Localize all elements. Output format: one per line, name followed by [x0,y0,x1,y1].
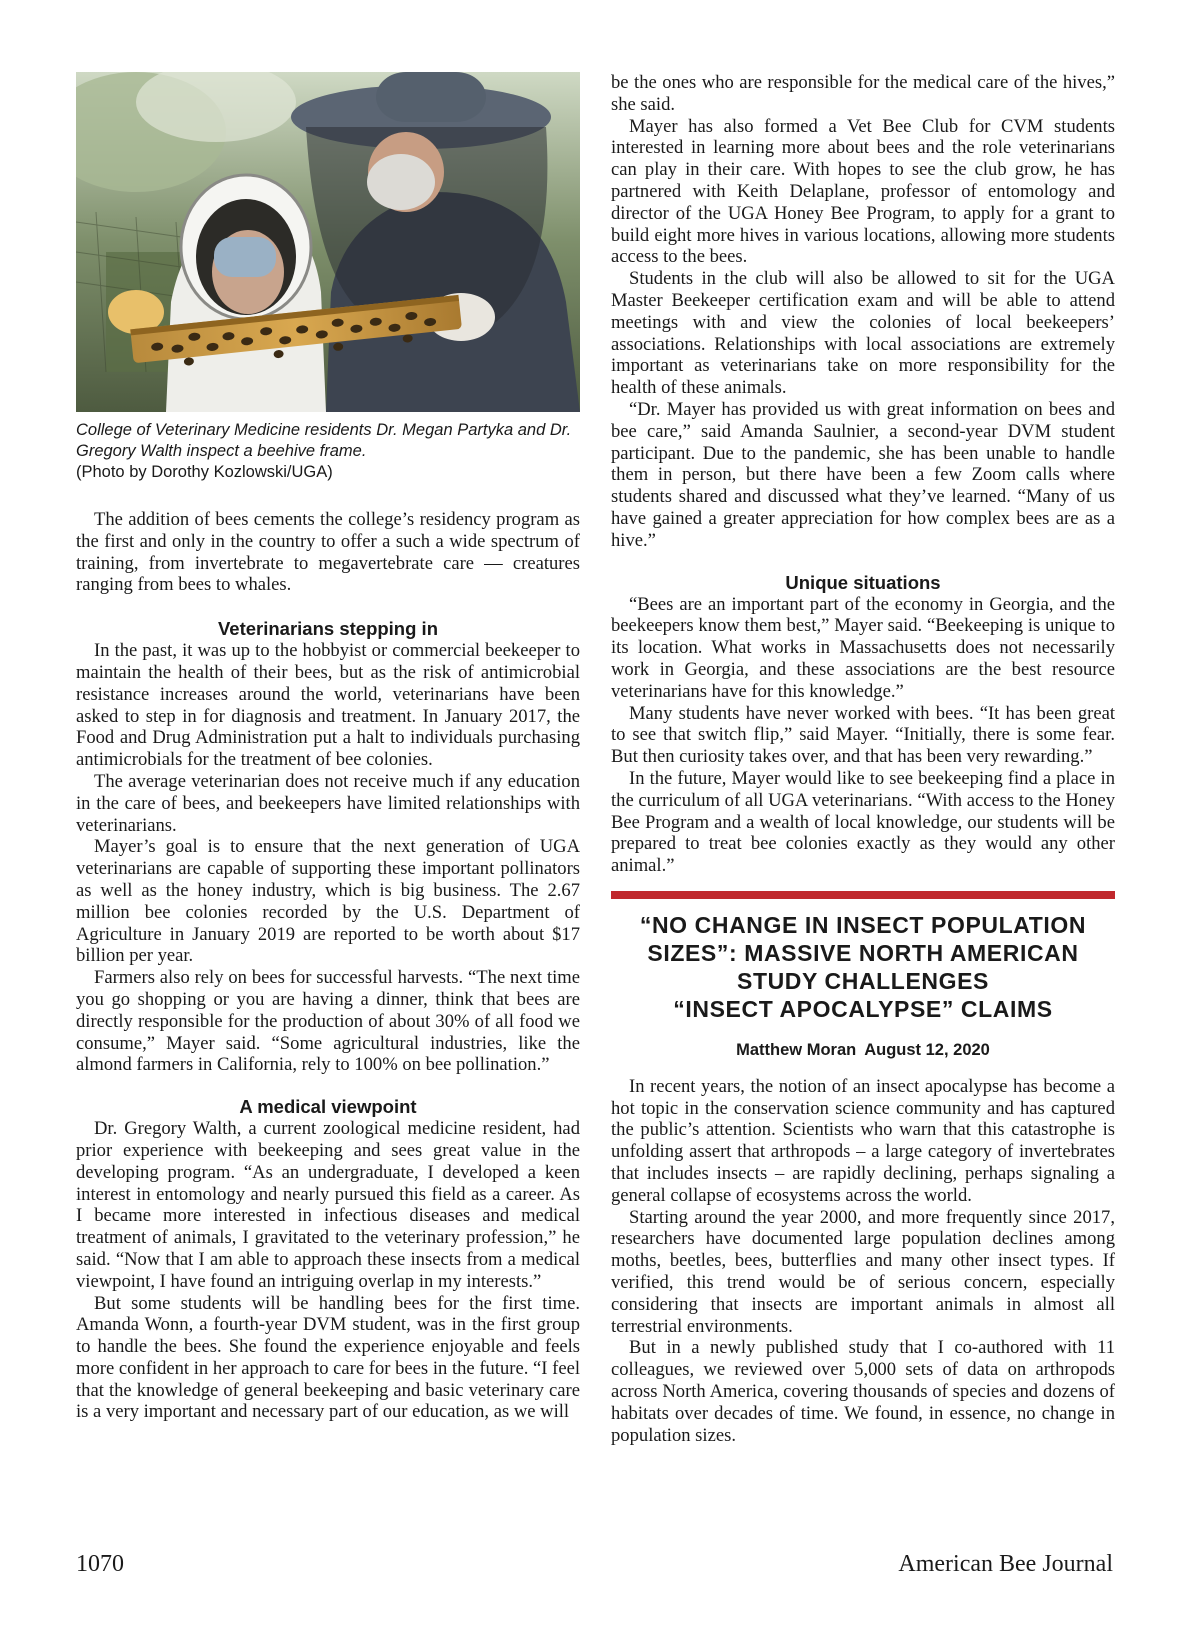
paragraph-continued: be the ones who are responsible for the medical care of the hives,” she said. [611,72,1115,115]
left-column [76,72,580,1423]
paragraph: In the future, Mayer would like to see beekeeping find a place in the curriculum of all UGA veterinarians. “With access to the Honey Bee Program and a wealth of local knowledge, our students will be prepared to treat bee colonies exactly as they would any other animal.” [611,767,1115,877]
paragraph: But some students will be handling bees for the first time. Amanda Wonn, a fourth-year DVM student, was in the first group to handle the bees. She found the experience enjoyable and feels more confident in her approach to care for bees in the future. “I feel that the knowledge of general beekeeping and basic veterinary care is a very important and necessary part of our education, as we will [76,1292,580,1423]
caption-text: College of Veterinary Medicine residents Dr. Megan Partyka and Dr. Gregory Walth inspect a beehive frame. [76,421,572,460]
paragraph: Students in the club will also be allowed to sit for the UGA Master Beekeeper certification exam and will be able to attend meetings with and view the colonies of local beekeepers’ associations. Relationships with local associations are extremely important as veterinarians take on more responsibility for the health of these animals. [611,268,1115,399]
article-headline [611,911,1115,1023]
publish-date: August 12, 2020 [864,1040,990,1059]
photo-credit: (Photo by Dorothy Kozlowski/UGA) [76,463,333,481]
paragraph: Farmers also rely on bees for successful harvests. “The next time you go shopping or you are having a dinner, think that bees are directly responsible for the production of about 30% of all food we consume,” Mayer said. “Some agricultural industries, like the almond farmers in California, rely to 100% on bee pollination.” [76,967,580,1076]
page-footer [76,1551,1113,1578]
headline-line: STUDY CHALLENGES [737,967,989,994]
journal-name: American Bee Journal [898,1551,1113,1577]
beehive-photo [76,72,580,412]
paragraph: The average veterinarian does not receive much if any education in the care of bees, and beekeepers have limited relationships with veterinarians. [76,770,580,836]
paragraph: Dr. Gregory Walth, a current zoological medicine resident, had prior experience with beekeeping and sees great value in the developing program. “As an undergraduate, I developed a keen interest in entomology and nearly pursued this field as a career. As I became more interested in infectious diseases and medical treatment of animals, I gravitated to the veterinary profession,” he said. “Now that I am able to approach these insects from a medical viewpoint, I have found an intriguing overlap in my interests.” [76,1118,580,1292]
paragraph: Mayer has also formed a Vet Bee Club for CVM students interested in learning more about bees and the role veterinarians can play in their care. With hopes to see the club grow, he has partnered with Keith Delaplane, professor of entomology and director of the UGA Honey Bee Program, to apply for a grant to build eight more hives in various locations, allowing more students access to the bees. [611,115,1115,268]
paragraph: Starting around the year 2000, and more frequently since 2017, researchers have documented large population declines among moths, beetles, bees, butterflies and many other insect types. If verified, this trend would be of serious concern, especially considering that insects are important animals in almost all terrestrial environments. [611,1206,1115,1337]
beehive-photo-illustration [76,72,580,412]
intro-paragraph: The addition of bees cements the college’s residency program as the first and only in the country to offer a such a wide spectrum of training, from invertebrate to megavertebrate care — creatures ranging from bees to whales. [76,509,580,596]
headline-line: “INSECT APOCALYPSE” CLAIMS [673,995,1053,1022]
paragraph: “Dr. Mayer has provided us with great information on bees and bee care,” said Amanda Saulnier, a second-year DVM student participant. Due to the pandemic, she has been unable to handle them in person, but there have been a few Zoom calls where students shared and discussed what they’ve learned. “Many of us have gained a greater appreciation for how complex bees are as a hive.” [611,398,1115,551]
headline-line: “NO CHANGE IN INSECT POPULATION [639,911,1087,938]
subhead-a-medical-viewpoint: A medical viewpoint [239,1096,417,1118]
subhead-unique-situations: Unique situations [785,571,941,593]
headline-line: SIZES”: MASSIVE NORTH AMERICAN [647,939,1079,966]
paragraph: In the past, it was up to the hobbyist or commercial beekeeper to maintain the health of their bees, but as the risk of antimicrobial resistance increases around the world, veterinarians have been asked to step in for diagnosis and treatment. In January 2017, the Food and Drug Administration put a halt to individuals purchasing antimicrobials for the treatment of bee colonies. [76,640,580,771]
paragraph: Mayer’s goal is to ensure that the next generation of UGA veterinarians are capable of supporting these important pollinators as well as the honey industry, which is big business. The 2.67 million bee colonies recorded by the U.S. Department of Agriculture in January 2019 are reported to be worth about $17 billion per year. [76,836,580,967]
author-name: Matthew Moran [736,1040,857,1059]
paragraph: In recent years, the notion of an insect apocalypse has become a hot topic in the conservation science community and has captured the public’s attention. Scientists who warn that this catastrophe is unfolding assert that arthropods – a large category of invertebrates that includes insects – are rapidly declining, perhaps signaling a general collapse of ecosystems across the world. [611,1075,1115,1206]
byline [611,1041,1115,1060]
section-divider [611,891,1115,899]
photo-caption [76,420,580,483]
paragraph: Many students have never worked with bees. “It has been great to see that switch flip,” said Mayer. “Initially, there is some fear. But then curiosity takes over, and that has been very rewarding.” [611,702,1115,768]
page-number: 1070 [76,1551,124,1577]
paragraph: “Bees are an important part of the economy in Georgia, and the beekeepers know them best,” Mayer said. “Beekeeping is unique to its location. What works in Massachusetts does not necessarily work in Georgia, and these associations are the best resource veterinarians have for this knowledge.” [611,593,1115,702]
subhead-veterinarians-stepping-in: Veterinarians stepping in [217,618,438,640]
right-column [611,72,1115,1446]
paragraph: But in a newly published study that I co-authored with 11 colleagues, we reviewed over 5,000 sets of data on arthropods across North America, covering thousands of species and dozens of habitats over decades of time. We found, in essence, no change in population sizes. [611,1337,1115,1446]
